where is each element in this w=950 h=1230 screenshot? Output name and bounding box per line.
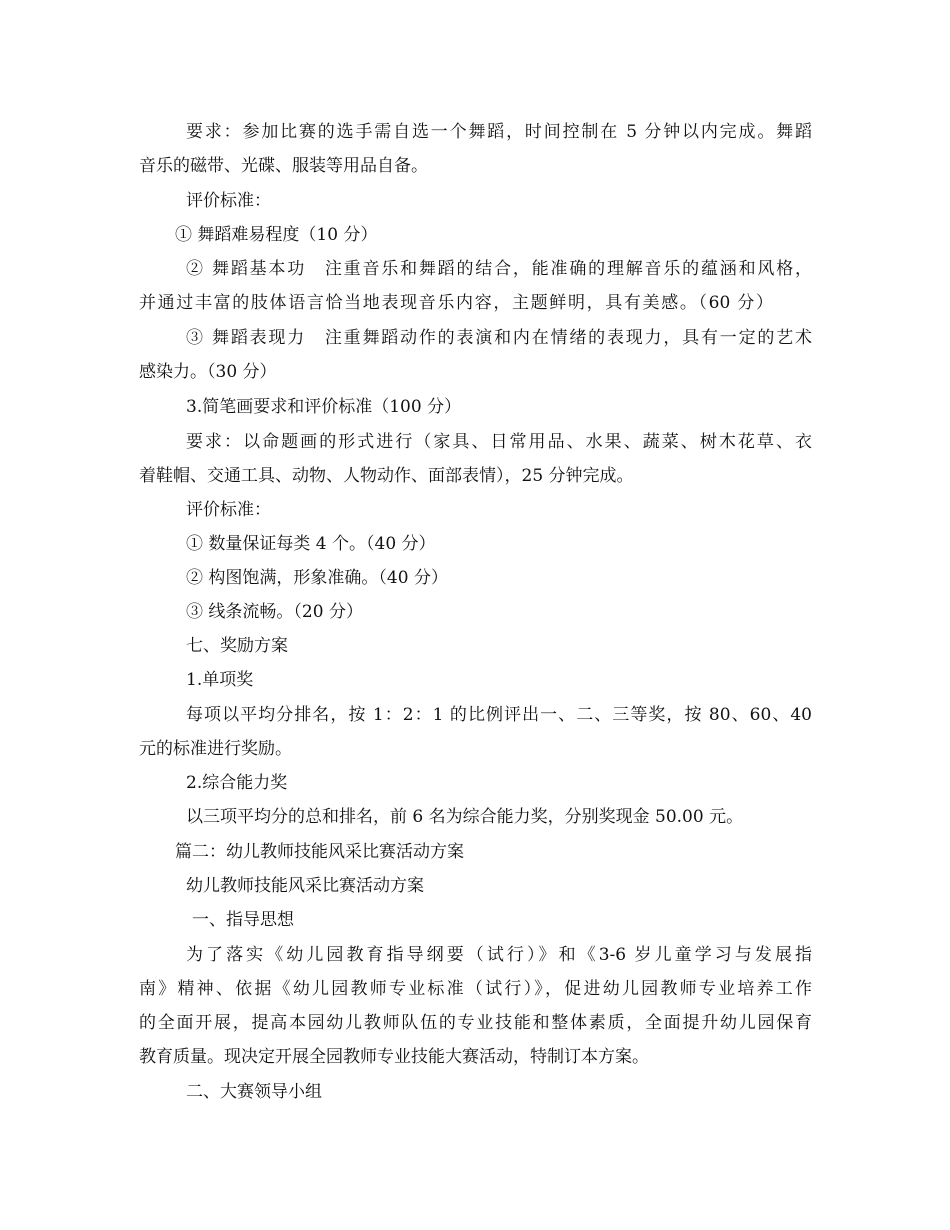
section-label: 评价标准：: [186, 191, 271, 211]
section-heading: 3.简笔画要求和评价标准（100 分）: [186, 397, 462, 417]
list-item: ① 舞蹈难易程度（10 分）: [175, 225, 378, 245]
paragraph-line: 要求：以命题画的形式进行（家具、日常用品、水果、蔬菜、树木花草、衣: [186, 432, 812, 452]
document-title: 幼儿教师技能风采比赛活动方案: [186, 876, 424, 896]
paragraph-line: 为了落实《幼儿园教育指导纲要（试行）》和《3-6 岁儿童学习与发展指: [186, 945, 812, 965]
section-heading: 七、奖励方案: [186, 636, 288, 656]
paragraph-line: 每项以平均分排名，按 1：2：1 的比例评出一、二、三等奖，按 80、60、40: [186, 705, 812, 725]
list-item: ③ 线条流畅。（20 分）: [186, 602, 363, 622]
paragraph-line: 以三项平均分的总和排名，前 6 名为综合能力奖，分别奖现金 50.00 元。: [186, 807, 744, 827]
section-heading: 一、指导思想: [192, 910, 294, 930]
list-item: ③ 舞蹈表现力 注重舞蹈动作的表演和内在情绪的表现力，具有一定的艺术: [186, 328, 812, 348]
paragraph-line: 元的标准进行奖励。: [139, 739, 292, 759]
paragraph-line: 要求：参加比赛的选手需自选一个舞蹈，时间控制在 5 分钟以内完成。舞蹈: [186, 122, 812, 142]
list-item: ② 构图饱满，形象准确。（40 分）: [186, 568, 448, 588]
section-heading: 1.单项奖: [186, 670, 254, 690]
paragraph-line: 南》精神、依据《幼儿园教师专业标准（试行）》，促进幼儿园教师专业培养工作: [139, 979, 812, 999]
list-item: ② 舞蹈基本功 注重音乐和舞蹈的结合，能准确的理解音乐的蕴涵和风格，: [186, 259, 812, 279]
paragraph-line: 感染力。（30 分）: [139, 362, 277, 382]
list-item: ① 数量保证每类 4 个。（40 分）: [186, 534, 436, 554]
paragraph-line: 并通过丰富的肢体语言恰当地表现音乐内容，主题鲜明，具有美感。（60 分）: [139, 293, 773, 313]
section-heading: 2.综合能力奖: [186, 773, 288, 793]
chapter-title: 篇二：幼儿教师技能风采比赛活动方案: [175, 842, 464, 862]
paragraph-line: 的全面开展，提高本园幼儿教师队伍的专业技能和整体素质，全面提升幼儿园保育: [139, 1013, 812, 1033]
paragraph-line: 教育质量。现决定开展全园教师专业技能大赛活动，特制订本方案。: [139, 1047, 649, 1067]
section-label: 评价标准：: [186, 500, 271, 520]
paragraph-line: 音乐的磁带、光碟、服装等用品自备。: [139, 156, 428, 176]
paragraph-line: 着鞋帽、交通工具、动物、人物动作、面部表情），25 分钟完成。: [139, 466, 634, 486]
section-heading: 二、大赛领导小组: [186, 1082, 322, 1102]
